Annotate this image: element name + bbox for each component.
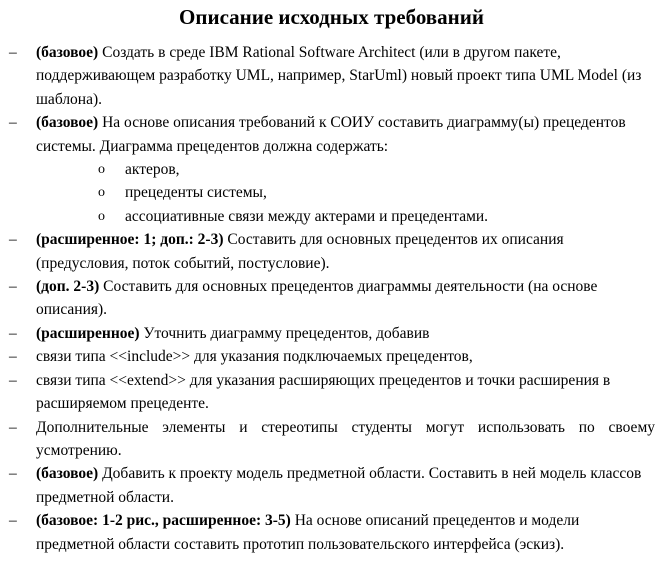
requirement-text <box>36 372 610 412</box>
requirement-text <box>36 416 655 463</box>
requirement-body: Дополнительные элементы и стереотипы студенты могут использовать по своему усмотрению. <box>36 418 655 459</box>
requirement-item-9 <box>0 462 663 509</box>
requirement-tag: (базовое) <box>36 114 99 132</box>
circle-bullet-icon: o <box>98 185 105 201</box>
requirement-text <box>36 278 597 318</box>
dash-marker: – <box>9 114 17 132</box>
requirement-item-8 <box>0 416 663 463</box>
circle-bullet-icon: o <box>98 162 105 178</box>
requirement-body: Создать в среде IBM Rational Software Architect (или в другом пакете, поддерживающем разработку UML, например, StarUml) новый проект типа UML Model (из шаблона). <box>36 44 642 108</box>
requirement-item-1 <box>0 41 663 111</box>
requirement-tag: (доп. 2-3) <box>36 278 100 296</box>
dash-marker: – <box>9 418 17 436</box>
requirement-item-6 <box>0 345 663 368</box>
requirement-item-2 <box>0 111 663 228</box>
requirement-text <box>36 44 641 108</box>
dash-marker: – <box>9 278 17 296</box>
requirement-text <box>36 114 626 154</box>
dash-marker: – <box>9 324 17 342</box>
dash-marker: – <box>9 371 17 389</box>
requirement-body: Добавить к проекту модель предметной области. Составить в ней модель классов предметной области. <box>36 465 642 506</box>
requirement-tag: (расширенное) <box>36 324 140 342</box>
requirement-text <box>36 231 564 271</box>
requirement-tag: (базовое) <box>36 44 99 61</box>
requirement-body: Составить для основных прецедентов диаграммы деятельности (на основе описания). <box>36 278 598 319</box>
requirement-body: Уточнить диаграмму прецедентов, добавив <box>139 324 430 342</box>
requirement-item-10 <box>0 509 663 556</box>
requirement-tag: (базовое) <box>36 465 99 483</box>
requirement-body: связи типа <<extend>> для указания расширяющих прецедентов и точки расширения в расширяемом прецеденте. <box>36 371 611 413</box>
dash-marker: – <box>9 512 17 530</box>
requirement-item-5 <box>0 322 663 345</box>
sub-item-text: ассоциативные связи между актерами и прецедентами. <box>125 207 489 225</box>
sub-item-text: актеров, <box>125 161 180 179</box>
requirement-body: связи типа <<include>> для указания подключаемых прецедентов, <box>36 348 473 366</box>
sub-item-use-cases <box>36 181 655 204</box>
requirement-text <box>36 512 579 552</box>
requirement-text <box>36 325 429 342</box>
requirement-tag: (базовое: 1-2 рис., расширенное: 3-5) <box>36 512 291 530</box>
requirement-text <box>36 465 641 505</box>
dash-marker: – <box>9 231 17 249</box>
circle-bullet-icon: o <box>98 208 105 224</box>
requirement-item-4 <box>0 275 663 322</box>
use-case-contents-list <box>36 158 655 228</box>
requirement-item-3 <box>0 228 663 275</box>
requirement-text <box>36 348 473 365</box>
requirement-tag: (расширенное: 1; доп.: 2-3) <box>36 231 224 249</box>
sub-item-text: прецеденты системы, <box>125 184 267 202</box>
page-title: Описание исходных требований <box>179 5 484 29</box>
sub-item-associations <box>36 205 655 228</box>
requirement-body: Составить для основных прецедентов их описания (предусловия, поток событий, постусловие). <box>36 231 564 272</box>
dash-marker: – <box>9 465 17 483</box>
requirement-item-7 <box>0 369 663 416</box>
dash-marker: – <box>9 348 17 366</box>
sub-item-actors <box>36 158 655 181</box>
requirement-body: На основе описания требований к СОИУ составить диаграмму(ы) прецедентов системы. Диаграмма прецедентов должна содержать: <box>36 114 626 155</box>
requirements-list <box>0 41 663 556</box>
dash-marker: – <box>9 44 17 61</box>
requirement-body: На основе описаний прецедентов и модели предметной области составить прототип пользовательского интерфейса (эскиз). <box>36 512 580 553</box>
